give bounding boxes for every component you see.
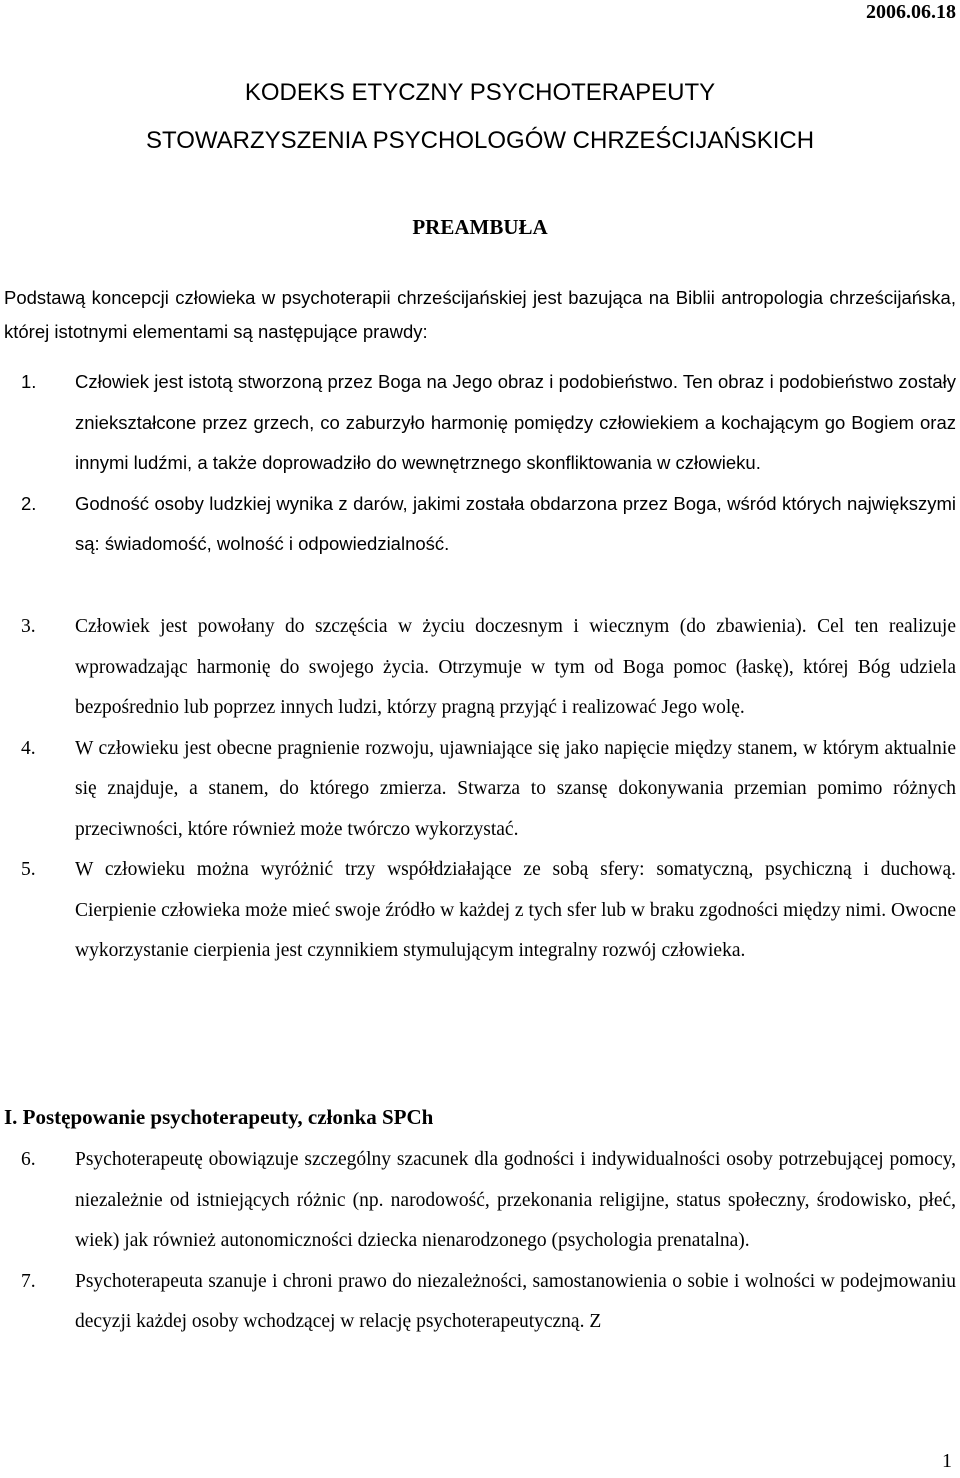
- item-text: Człowiek jest istotą stworzoną przez Boga na Jego obraz i podobieństwo. Ten obraz i podobieństwo zostały zniekształcone przez grzech, co zaburzyło harmonię pomiędzy człowiekiem a kochającym go Bogiem oraz innymi ludźmi, a także doprowadziło do wewnętrznego skonfliktowania w człowieku.: [75, 371, 956, 473]
- item-number: 6.: [21, 1149, 36, 1170]
- item-number: 3.: [21, 616, 36, 637]
- item-text: Godność osoby ludzkiej wynika z darów, jakimi została obdarzona przez Boga, wśród których największymi są: świadomość, wolność i odpowiedzialność.: [75, 492, 956, 554]
- item-text: Psychoterapeuta szanuje i chroni prawo do niezależności, samostanowienia o sobie i wolności w podejmowaniu decyzji każdej osoby wchodzącej w relację psychoterapeutyczną. Z: [75, 1270, 956, 1332]
- list-item: [0, 1140, 960, 1262]
- document-title-line-2: STOWARZYSZENIA PSYCHOLOGÓW CHRZEŚCIJAŃSKICH: [145, 127, 815, 154]
- document-date: 2006.06.18: [866, 1, 956, 23]
- item-number: 1.: [21, 371, 37, 392]
- item-number: 5.: [21, 859, 36, 880]
- list-item: [0, 729, 960, 851]
- section-heading: I. Postępowanie psychoterapeuty, członka SPCh: [4, 1105, 434, 1129]
- list-item: [0, 362, 960, 484]
- item-text: W człowieku jest obecne pragnienie rozwoju, ujawniające się jako napięcie między stanem, w którym aktualnie się znajduje, a stanem, do którego zmierza. Stwarza to szansę dokonywania przemian pomimo różnych przeciwności, które również może twórczo wykorzystać.: [75, 737, 956, 840]
- item-number: 7.: [21, 1270, 36, 1292]
- list-item: [0, 1262, 960, 1343]
- section1-list: [0, 1140, 960, 1343]
- preamble-intro: Podstawą koncepcji człowieka w psychoterapii chrześcijańskiej jest bazująca na Biblii antropologia chrześcijańska, której istotnymi elementami są następujące prawdy:: [4, 287, 956, 342]
- preamble-heading: PREAMBUŁA: [412, 215, 548, 239]
- item-number: 4.: [21, 737, 36, 759]
- item-text: Psychoterapeutę obowiązuje szczególny szacunek dla godności i indywidualności osoby potrzebującej pomocy, niezależnie od istniejących różnic (np. narodowość, przekonania religijne, status społeczny, środowisko, płeć, wiek) jak również autonomiczności dziecka nienarodzonego (psychologia prenatalna).: [75, 1149, 956, 1251]
- item-text: Człowiek jest powołany do szczęścia w życiu doczesnym i wiecznym (do zbawienia). Cel ten realizuje wprowadzając harmonię do swojego życia. Otrzymuje w tym od Boga pomoc (łaskę), której Bóg udziela bezpośrednio lub poprzez innych ludzi, którzy pragną przyjąć i realizować Jego wolę.: [75, 616, 956, 718]
- preamble-list-2: [0, 607, 960, 972]
- list-item: [0, 484, 960, 565]
- document-title-line-1: KODEKS ETYCZNY PSYCHOTERAPEUTY: [244, 79, 716, 106]
- item-text: W człowieku można wyróżnić trzy współdziałające ze sobą sfery: somatyczną, psychiczną i duchową. Cierpienie człowieka może mieć swoje źródło w każdej z tych sfer lub w braku zgodności między nimi. Owocne wykorzystanie cierpienia jest czynnikiem stymulującym integralny rozwój człowieka.: [75, 859, 956, 961]
- list-item: [0, 607, 960, 729]
- list-item: [0, 850, 960, 972]
- item-number: 2.: [21, 492, 37, 514]
- preamble-list-1: [0, 362, 960, 565]
- page-number: 1: [942, 1450, 952, 1472]
